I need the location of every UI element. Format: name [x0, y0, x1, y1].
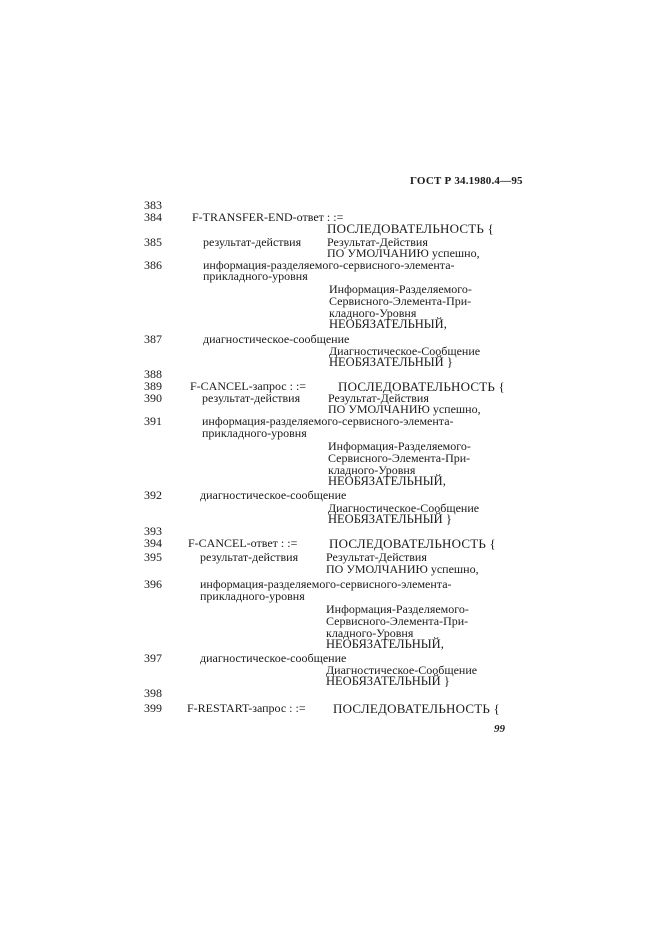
line-number: 398 [144, 686, 162, 700]
line-number: 395 [144, 550, 162, 564]
field-name: диагностическое-сообщение [200, 651, 347, 665]
field-name: информация-разделяемого-сервисного-элемента- [202, 414, 454, 428]
type-definition: F-TRANSFER-END-ответ : := [192, 210, 344, 224]
field-type: Результат-Действия [327, 235, 428, 249]
line-number: 397 [144, 651, 162, 665]
page-header: ГОСТ Р 34.1980.4—95 [410, 175, 523, 187]
field-name: результат-действия [200, 550, 299, 564]
field-type-continued: кладного-Уровня [328, 463, 416, 477]
field-name: информация-разделяемого-сервисного-элемента- [203, 258, 455, 272]
line-number: 386 [144, 258, 162, 272]
line-number: 392 [144, 488, 162, 502]
line-number: 399 [144, 701, 162, 715]
field-type: Диагностическое-Сообщение [328, 501, 480, 515]
field-name-continued: прикладного-уровня [202, 426, 307, 440]
field-type: Информация-Разделяемого- [326, 602, 469, 616]
field-type-continued: Сервисного-Элемента-При- [326, 614, 469, 628]
field-type: Диагностическое-Сообщение [326, 663, 478, 677]
sequence-keyword: ПОСЛЕДОВАТЕЛЬНОСТЬ { [329, 536, 496, 551]
field-type: Информация-Разделяемого- [329, 282, 472, 296]
type-definition: F-CANCEL-ответ : := [188, 536, 298, 550]
field-name-continued: прикладного-уровня [203, 269, 308, 283]
default-value: ПО УМОЛЧАНИЮ успешно, [328, 402, 481, 416]
field-name: результат-действия [203, 235, 302, 249]
line-number: 387 [144, 332, 162, 346]
line-number: 383 [144, 198, 162, 212]
default-value: ПО УМОЛЧАНИЮ успешно, [327, 246, 480, 260]
field-type-continued: Сервисного-Элемента-При- [329, 294, 472, 308]
line-number: 389 [144, 379, 162, 393]
line-number: 390 [144, 391, 162, 405]
optional-keyword: НЕОБЯЗАТЕЛЬНЫЙ, [329, 317, 447, 331]
sequence-keyword: ПОСЛЕДОВАТЕЛЬНОСТЬ { [338, 379, 505, 394]
field-name: информация-разделяемого-сервисного-элемента- [200, 577, 452, 591]
line-number: 388 [144, 367, 162, 381]
optional-keyword: НЕОБЯЗАТЕЛЬНЫЙ } [328, 512, 452, 526]
field-name: диагностическое-сообщение [200, 488, 347, 502]
field-type-continued: кладного-Уровня [326, 626, 414, 640]
field-name: результат-действия [202, 391, 301, 405]
field-type: Информация-Разделяемого- [328, 439, 471, 453]
field-type: Результат-Действия [328, 391, 429, 405]
field-type-continued: кладного-Уровня [329, 306, 417, 320]
line-number: 385 [144, 235, 162, 249]
field-name: диагностическое-сообщение [203, 332, 350, 346]
line-number: 384 [144, 210, 162, 224]
line-number: 394 [144, 536, 162, 550]
optional-keyword: НЕОБЯЗАТЕЛЬНЫЙ, [326, 637, 444, 651]
line-number: 396 [144, 577, 162, 591]
type-definition: F-RESTART-запрос : := [187, 701, 306, 715]
type-definition: F-CANCEL-запрос : := [190, 379, 307, 393]
field-type-continued: Сервисного-Элемента-При- [328, 451, 471, 465]
field-name-continued: прикладного-уровня [200, 589, 305, 603]
field-type: Диагностическое-Сообщение [329, 344, 481, 358]
optional-keyword: НЕОБЯЗАТЕЛЬНЫЙ } [329, 355, 453, 369]
field-type: Результат-Действия [326, 550, 427, 564]
sequence-keyword: ПОСЛЕДОВАТЕЛЬНОСТЬ { [327, 221, 494, 236]
default-value: ПО УМОЛЧАНИЮ успешно, [326, 562, 479, 576]
optional-keyword: НЕОБЯЗАТЕЛЬНЫЙ } [326, 674, 450, 688]
page-number: 99 [494, 723, 505, 735]
sequence-keyword: ПОСЛЕДОВАТЕЛЬНОСТЬ { [333, 701, 500, 716]
line-number: 391 [144, 414, 162, 428]
line-number: 393 [144, 524, 162, 538]
optional-keyword: НЕОБЯЗАТЕЛЬНЫЙ, [328, 474, 446, 488]
